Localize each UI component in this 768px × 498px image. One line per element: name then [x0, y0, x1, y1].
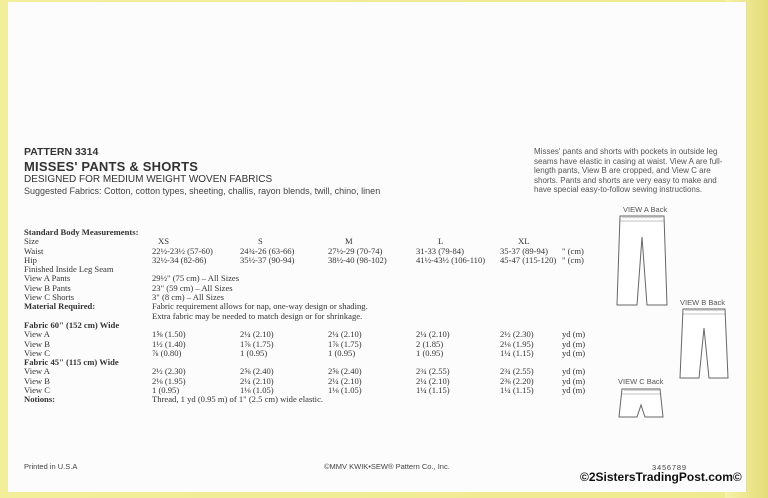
view-a-label: VIEW A Back: [623, 205, 668, 214]
table-row: [24, 265, 602, 274]
watermark: ©2SistersTradingPost.com©: [580, 470, 742, 484]
table-row: Hip 32½-34 (82-86) 35½-37 (90-94) 38½-40 (98-102) 41½-43½ (106-110) 45-47 (115-120) " (cm): [24, 254, 584, 265]
notions-label: Notions:: [24, 394, 56, 405]
table-row: View A 1⅝ (1.50) 2¼ (2.10) 2¼ (2.10) 2¼ (2.10) 2½ (2.30) yd (m): [24, 329, 586, 340]
table-row: Waist 22½-23½ (57-60) 24¾-26 (63-66) 27½-29 (70-74) 31-33 (79-84) 35-37 (89-94) " (cm): [24, 245, 584, 256]
view-c-shorts-icon: [617, 386, 665, 420]
table-row: View B Pants 23" (59 cm) – All Sizes: [24, 282, 233, 293]
table-row: View A 2½ (2.30) 2⅝ (2.40) 2⅝ (2.40) 2¾ (2.55) 2¾ (2.55) yd (m): [24, 366, 586, 377]
measure-title: Standard Body Measurements:: [24, 227, 139, 237]
table-row: Notions: Thread, 1 yd (0.95 m) of 1" (2.5 cm) wide elastic.: [24, 394, 324, 405]
suggested-fabrics: Suggested Fabrics: Cotton, cotton types, sheeting, challis, rayon blends, twill, chino, linen: [24, 186, 381, 196]
measurement-table: [24, 228, 602, 405]
view-b-label: VIEW B Back: [680, 298, 726, 307]
size-header: XS: [158, 236, 169, 247]
size-header: M: [345, 236, 353, 247]
table-row: View C ⅞ (0.80) 1 (0.95) 1 (0.95) 1 (0.95) 1¼ (1.15) yd (m): [24, 347, 586, 358]
printed-in: Printed in U.S.A: [24, 462, 78, 471]
view-b-pants-icon: [677, 306, 731, 381]
table-row: View B 1½ (1.40) 1⅞ (1.75) 1⅞ (1.75) 2 (1.85) 2⅛ (1.95) yd (m): [24, 338, 586, 349]
fabric60-title: Fabric 60" (152 cm) Wide: [24, 319, 120, 330]
fabric45-title: Fabric 45" (115 cm) Wide: [24, 357, 119, 368]
table-row: View C Shorts 3" (8 cm) – All Sizes: [24, 292, 225, 303]
size-header: XL: [518, 236, 530, 247]
table-row: Extra fabric may be needed to match design or for shrinkage.: [152, 310, 363, 321]
catalog-code: 3456789: [652, 463, 687, 472]
table-row: View C 1 (0.95) 1⅛ (1.05) 1⅛ (1.05) 1¼ (1.15) 1¼ (1.15) yd (m): [24, 385, 586, 396]
pattern-description: Misses' pants and shorts with pockets in outside leg seams have elastic in casing at waist. View A are full-length pants, View B are cropped, and View C are shorts. Pants and shorts are very easy to make and have special easy-to-follow sewing instructions.: [534, 147, 723, 194]
pattern-title: MISSES' PANTS & SHORTS: [24, 159, 199, 174]
size-header: L: [438, 236, 444, 247]
view-a-pants-icon: [614, 213, 670, 308]
pattern-number: PATTERN 3314: [24, 146, 99, 158]
view-c-label: VIEW C Back: [618, 377, 664, 386]
table-row: Material Required: Fabric requirement allows for nap, one-way design or shading.: [24, 301, 368, 312]
pattern-subtitle: DESIGNED FOR MEDIUM WEIGHT WOVEN FABRICS: [24, 174, 273, 185]
inseam-title: Finished Inside Leg Seam: [24, 264, 114, 275]
copyright-notice: ©MMV KWIK•SEW® Pattern Co., Inc.: [324, 462, 450, 471]
size-label: Size: [24, 236, 39, 247]
table-row: View A Pants 29½" (75 cm) – All Sizes: [24, 273, 240, 284]
size-header: S: [258, 236, 263, 247]
table-row: View B 2⅛ (1.95) 2¼ (2.10) 2¼ (2.10) 2¼ (2.10) 2⅜ (2.20) yd (m): [24, 375, 586, 386]
material-label: Material Required:: [24, 301, 96, 312]
